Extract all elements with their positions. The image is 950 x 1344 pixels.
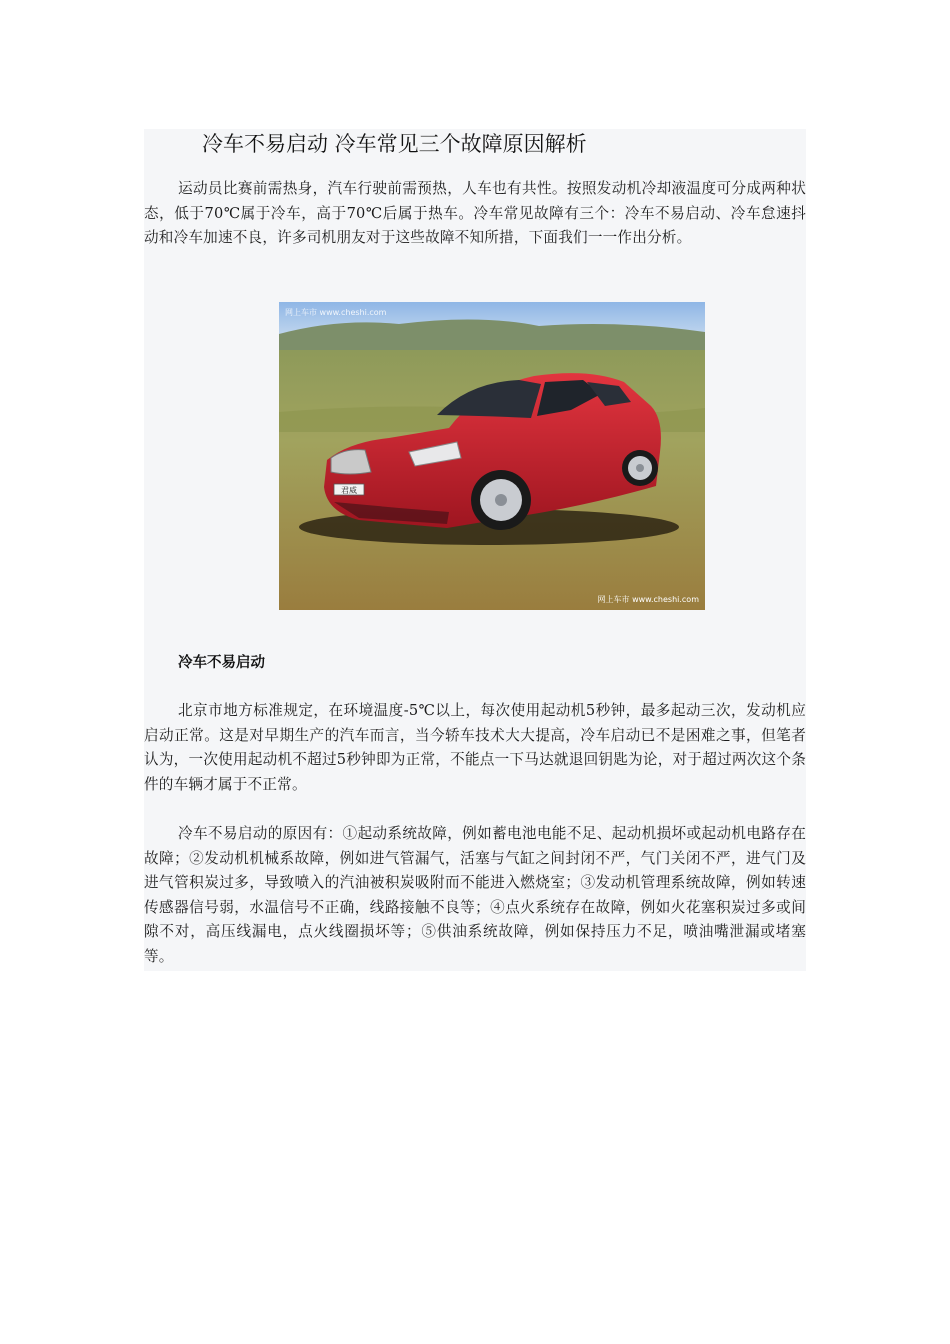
article	[144, 129, 806, 971]
causes-paragraph: 冷车不易启动的原因有：①起动系统故障，例如蓄电池电能不足、起动机损坏或起动机电路存在故障；②发动机机械系故障，例如进气管漏气，活塞与气缸之间封闭不严，气门关闭不严，进气门及进气管积炭过多，导致喷入的汽油被积炭吸附而不能进入燃烧室；③发动机管理系统故障，例如转速传感器信号弱，水温信号不正确，线路接触不良等；④点火系统存在故障，例如火花塞积炭过多或间隙不对，高压线漏电，点火线圈损坏等；⑤供油系统故障，例如保持压力不足，喷油嘴泄漏或堵塞等。	[144, 825, 806, 965]
article-title: 冷车不易启动 冷车常见三个故障原因解析	[202, 132, 587, 156]
standard-paragraph: 北京市地方标准规定，在环境温度-5℃以上，每次使用起动机5秒钟，最多起动三次，发动机应启动正常。这是对早期生产的汽车而言，当今轿车技术大大提高，冷车启动已不是困难之事，但笔者认为，一次使用起动机不超过5秒钟即为正常，不能点一下马达就退回钥匙为论，对于超过两次这个条件的车辆才属于不正常。	[144, 702, 806, 793]
section-heading: 冷车不易启动	[178, 655, 265, 671]
watermark-top: 网上车市 www.cheshi.com	[285, 308, 387, 317]
car-photo	[279, 302, 705, 610]
watermark-bottom: 网上车市 www.cheshi.com	[597, 595, 699, 604]
intro-paragraph: 运动员比赛前需热身，汽车行驶前需预热，人车也有共性。按照发动机冷却液温度可分成两种状态，低于70℃属于冷车，高于70℃后属于热车。冷车常见故障有三个：冷车不易启动、冷车怠速抖动和冷车加速不良，许多司机朋友对于这些故障不知所措，下面我们一一作出分析。	[144, 180, 806, 247]
license-plate-text: 君威	[341, 486, 357, 495]
